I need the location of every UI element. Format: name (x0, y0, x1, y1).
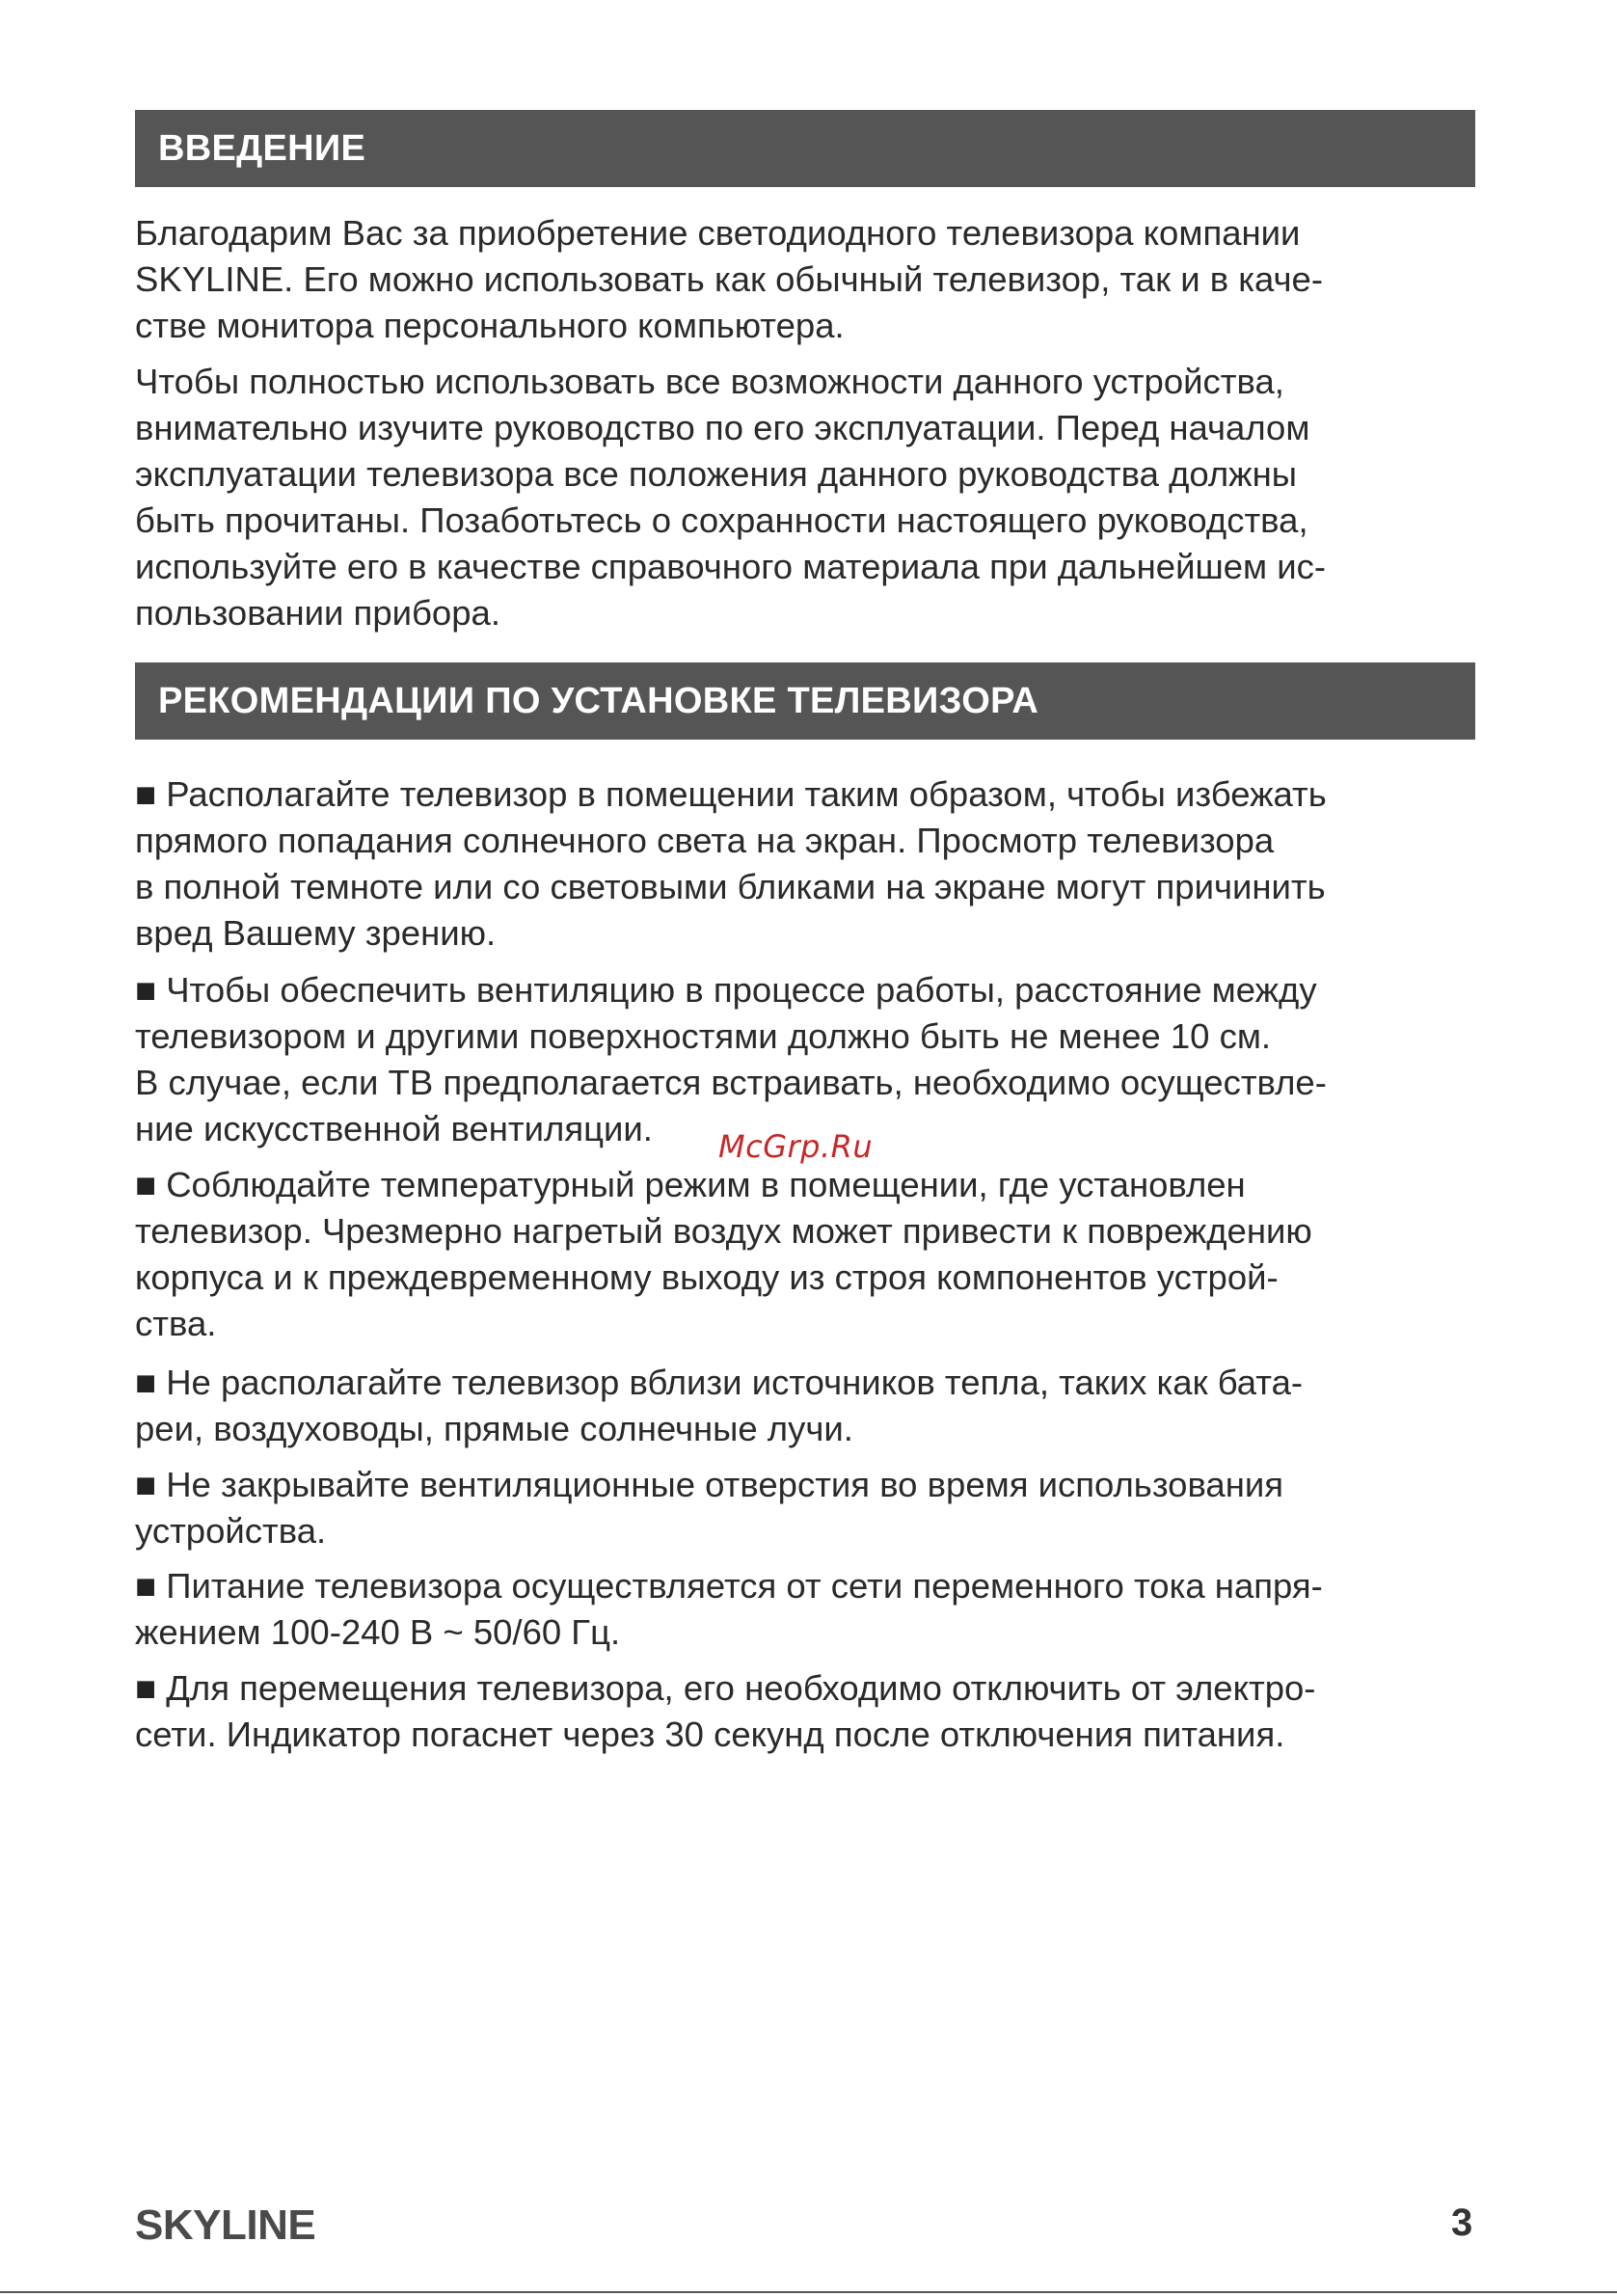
text-line: в полной темноте или со световыми бликами на экране могут причинить (135, 867, 1326, 906)
recommendation-item (135, 967, 1475, 1152)
bullet-square-icon: ■ (135, 1165, 157, 1204)
text-line: ства. (135, 1304, 217, 1343)
recommendation-item (135, 1162, 1475, 1347)
text-line: Не располагайте телевизор вблизи источников тепла, таких как бата- (166, 1363, 1304, 1402)
intro-paragraph-2 (135, 359, 1475, 636)
bullet-square-icon: ■ (135, 1566, 157, 1606)
text-line: прямого попадания солнечного света на экран. Просмотр телевизора (135, 821, 1275, 860)
text-line: используйте его в качестве справочного материала при дальнейшем ис- (135, 547, 1327, 586)
text-line: Чтобы полностью использовать все возможности данного устройства, (135, 362, 1284, 401)
text-line: ние искусственной вентиляции. (135, 1109, 653, 1148)
section-heading-intro: ВВЕДЕНИЕ (135, 110, 1475, 187)
bullet-square-icon: ■ (135, 1465, 157, 1504)
text-line: Для перемещения телевизора, его необходимо отключить от электро- (166, 1668, 1316, 1708)
text-line: В случае, если ТВ предполагается встраивать, необходимо осуществле- (135, 1063, 1327, 1102)
text-line: SKYLINE. Его можно использовать как обычный телевизор, так и в каче- (135, 259, 1323, 299)
bullet-square-icon: ■ (135, 774, 157, 814)
recommendation-item (135, 771, 1475, 957)
text-line: Благодарим Вас за приобретение светодиодного телевизора компании (135, 213, 1301, 253)
text-line: Располагайте телевизор в помещении таким образом, чтобы избежать (166, 774, 1327, 814)
recommendation-item (135, 1360, 1475, 1452)
recommendation-item (135, 1462, 1475, 1554)
text-line: телевизор. Чрезмерно нагретый воздух может привести к повреждению (135, 1211, 1312, 1251)
bullet-square-icon: ■ (135, 1668, 157, 1708)
text-line: телевизором и другими поверхностями должно быть не менее 10 см. (135, 1016, 1272, 1056)
text-line: эксплуатации телевизора все положения данного руководства должны (135, 454, 1297, 494)
watermark-text: McGrp.Ru (718, 1128, 874, 1165)
text-line: быть прочитаны. Позаботьтесь о сохранности настоящего руководства, (135, 500, 1308, 540)
page-number: 3 (1451, 2201, 1473, 2244)
recommendation-item (135, 1563, 1475, 1656)
recommendation-item (135, 1665, 1475, 1758)
text-line: вред Вашему зрению. (135, 913, 497, 953)
text-line: реи, воздуховоды, прямые солнечные лучи. (135, 1409, 853, 1448)
bottom-divider (0, 2291, 1617, 2293)
section-heading-recommendations: РЕКОМЕНДАЦИИ ПО УСТАНОВКЕ ТЕЛЕВИЗОРА (135, 662, 1475, 740)
text-line: пользовании прибора. (135, 593, 500, 633)
brand-logo: SKYLINE (135, 2201, 316, 2249)
intro-paragraph-1 (135, 210, 1475, 349)
text-line: Не закрывайте вентиляционные отверстия во время использования (166, 1465, 1284, 1504)
text-line: корпуса и к преждевременному выходу из строя компонентов устрой- (135, 1257, 1279, 1297)
text-line: жением 100-240 В ~ 50/60 Гц. (135, 1612, 621, 1652)
text-line: внимательно изучите руководство по его эксплуатации. Перед началом (135, 408, 1310, 447)
text-line: стве монитора персонального компьютера. (135, 306, 845, 345)
bullet-square-icon: ■ (135, 970, 157, 1010)
text-line: Питание телевизора осуществляется от сети переменного тока напря- (166, 1566, 1323, 1606)
bullet-square-icon: ■ (135, 1363, 157, 1402)
text-line: сети. Индикатор погаснет через 30 секунд после отключения питания. (135, 1715, 1285, 1754)
text-line: Соблюдайте температурный режим в помещении, где установлен (166, 1165, 1246, 1204)
text-line: Чтобы обеспечить вентиляцию в процессе работы, расстояние между (166, 970, 1317, 1010)
text-line: устройства. (135, 1511, 327, 1551)
